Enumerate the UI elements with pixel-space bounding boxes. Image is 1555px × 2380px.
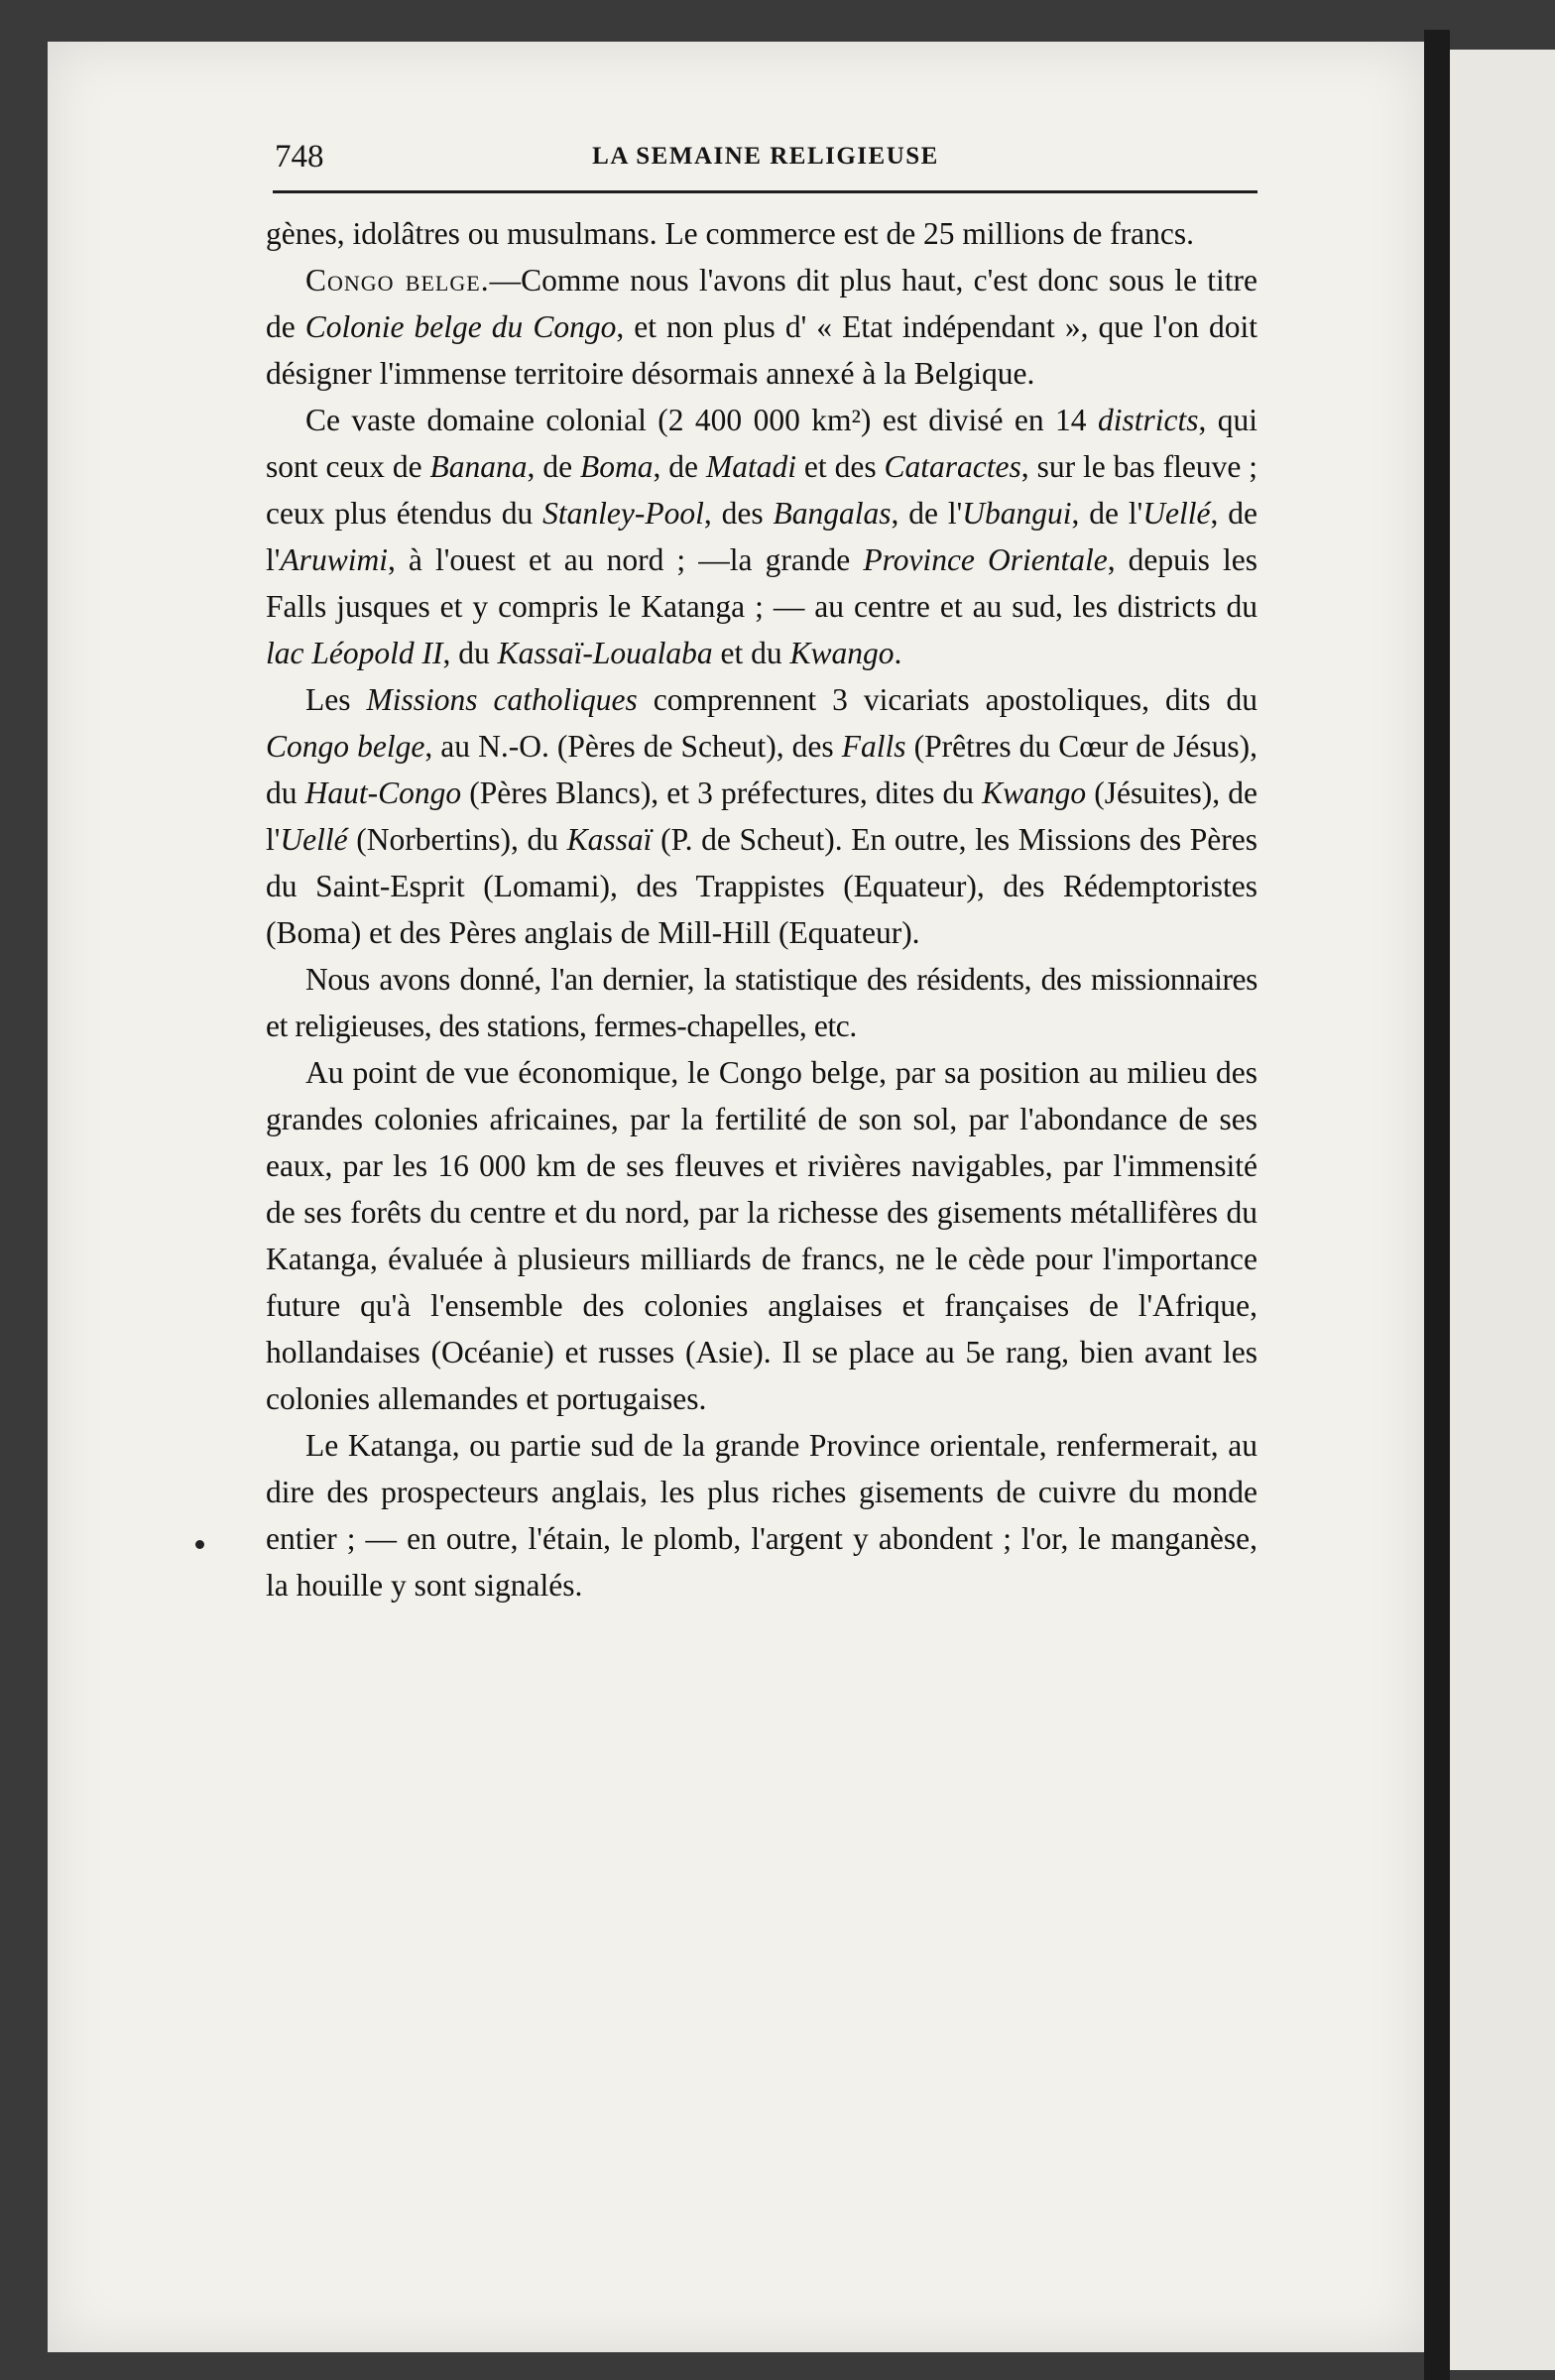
text-run: , de l'	[891, 496, 963, 531]
text-run: (Pères Blancs), et 3 préfectures, dites du	[461, 775, 983, 810]
text-run: , des	[703, 496, 774, 531]
text-run: , depuis les Falls jusques et y compris le Katanga ; — au centre et au sud, les districts du	[266, 542, 1257, 624]
text-run: (Norbertins), du	[347, 822, 567, 857]
text-run: .	[894, 636, 902, 670]
paragraph-katanga	[266, 1422, 1257, 1608]
text-run: , à l'ouest et au nord ; —la grande	[387, 542, 864, 577]
italic-run: Aruwimi	[280, 542, 388, 577]
italic-run: Matadi	[705, 449, 796, 484]
italic-run: Cataractes	[884, 449, 1021, 484]
italic-run: Haut-Congo	[304, 775, 462, 810]
paragraph-text: gènes, idolâtres ou musulmans. Le commerce est de 25 millions de francs.	[266, 216, 1195, 251]
text-run: et des	[795, 449, 885, 484]
paragraph-text: Le Katanga, ou partie sud de la grande Province orientale, renfermerait, au dire des prospecteurs anglais, les plus riches gisements de cuivre du monde entier ; — en outre, l'étain, le plomb, l'argent y abondent ; l'or, le manganèse, la houille y sont signalés.	[266, 1428, 1257, 1603]
text-run: (Jésuites), de l'	[266, 775, 1258, 857]
text-run: , de l'	[266, 496, 1258, 577]
paragraph-congo-belge	[266, 257, 1257, 397]
text-run: , et non plus d' « Etat indépendant », que l'on doit désigner l'immense territoire désormais annexé à la Belgique.	[266, 309, 1257, 391]
page-header	[275, 137, 1256, 184]
italic-run: districts	[1097, 403, 1199, 437]
italic-run: Stanley-Pool	[542, 496, 704, 531]
italic-run: Kwango	[982, 775, 1087, 810]
italic-run: Province Orientale	[863, 542, 1108, 577]
book-gutter	[1424, 30, 1450, 2380]
italic-run: Bangalas	[773, 496, 892, 531]
paragraph-statistique	[266, 956, 1257, 1049]
body-text	[266, 210, 1257, 1608]
italic-run: Uellé	[1142, 496, 1211, 531]
text-run: Ce vaste domaine colonial (2 400 000 km²) est divisé en 14	[305, 403, 1098, 437]
text-run: (P. de Scheut). En outre, les Missions des Pères du Saint-Esprit (Lomami), des Trappistes (Equateur), des Rédemptoristes (Boma) et des Pères anglais de Mill-Hill (Equateur).	[266, 822, 1257, 950]
running-title: LA SEMAINE RELIGIEUSE	[592, 143, 939, 170]
text-run: , qui sont ceux de	[266, 403, 1257, 484]
text-run: comprennent 3 vicariats apostoliques, dits du	[637, 682, 1257, 717]
italic-run: Boma	[580, 449, 654, 484]
italic-run: Colonie belge du Congo	[304, 309, 617, 344]
italic-run: Missions catholiques	[366, 682, 638, 717]
italic-run: Congo belge	[266, 729, 425, 764]
facing-page-edge	[1450, 50, 1555, 2370]
italic-run: Banana	[429, 449, 528, 484]
ink-speck	[195, 1540, 204, 1549]
header-rule	[273, 190, 1257, 193]
text-run: Les	[305, 682, 367, 717]
text-run: , du	[442, 636, 498, 670]
text-run: , sur le bas fleuve ; ceux plus étendus du	[266, 449, 1257, 531]
text-run: , au N.-O. (Pères de Scheut), des	[424, 729, 842, 764]
italic-run: Falls	[841, 729, 906, 764]
italic-run: Ubangui	[962, 496, 1072, 531]
paragraph-districts	[266, 397, 1257, 676]
paragraph-commerce	[266, 210, 1257, 257]
paragraph-text: Nous avons donné, l'an dernier, la statistique des résidents, des missionnaires et religieuses, des stations, fermes-chapelles, etc.	[266, 962, 1257, 1043]
text-run: , de	[527, 449, 580, 484]
text-run: , de	[653, 449, 706, 484]
page-number: 748	[275, 139, 324, 175]
italic-run: Kassaï	[566, 822, 653, 857]
paragraph-missions	[266, 676, 1257, 956]
text-run: et du	[712, 636, 790, 670]
section-lead: Congo belge.	[305, 263, 490, 298]
text-run: , de l'	[1071, 496, 1143, 531]
text-run: —Comme nous l'avons dit plus haut, c'est donc sous le titre de	[266, 263, 1257, 344]
paragraph-text: Au point de vue économique, le Congo belge, par sa position au milieu des grandes colonies africaines, par la fertilité de son sol, par l'abondance de ses eaux, par les 16 000 km de ses fleuves et rivières navigables, par l'immensité de ses forêts du centre et du nord, par la richesse des gisements métallifères du Katanga, évaluée à plusieurs milliards de francs, ne le cède pour l'importance future qu'à l'ensemble des colonies anglaises et françaises de l'Afrique, hollandaises (Océanie) et russes (Asie). Il se place au 5e rang, bien avant les colonies allemandes et portugaises.	[266, 1055, 1257, 1416]
text-run: (Prêtres du Cœur de Jésus), du	[266, 729, 1257, 810]
italic-run: lac Léopold II	[266, 636, 443, 670]
italic-run: Kwango	[789, 636, 895, 670]
paragraph-economique	[266, 1049, 1257, 1422]
italic-run: Kassaï-Loualaba	[497, 636, 713, 670]
italic-run: Uellé	[280, 822, 348, 857]
